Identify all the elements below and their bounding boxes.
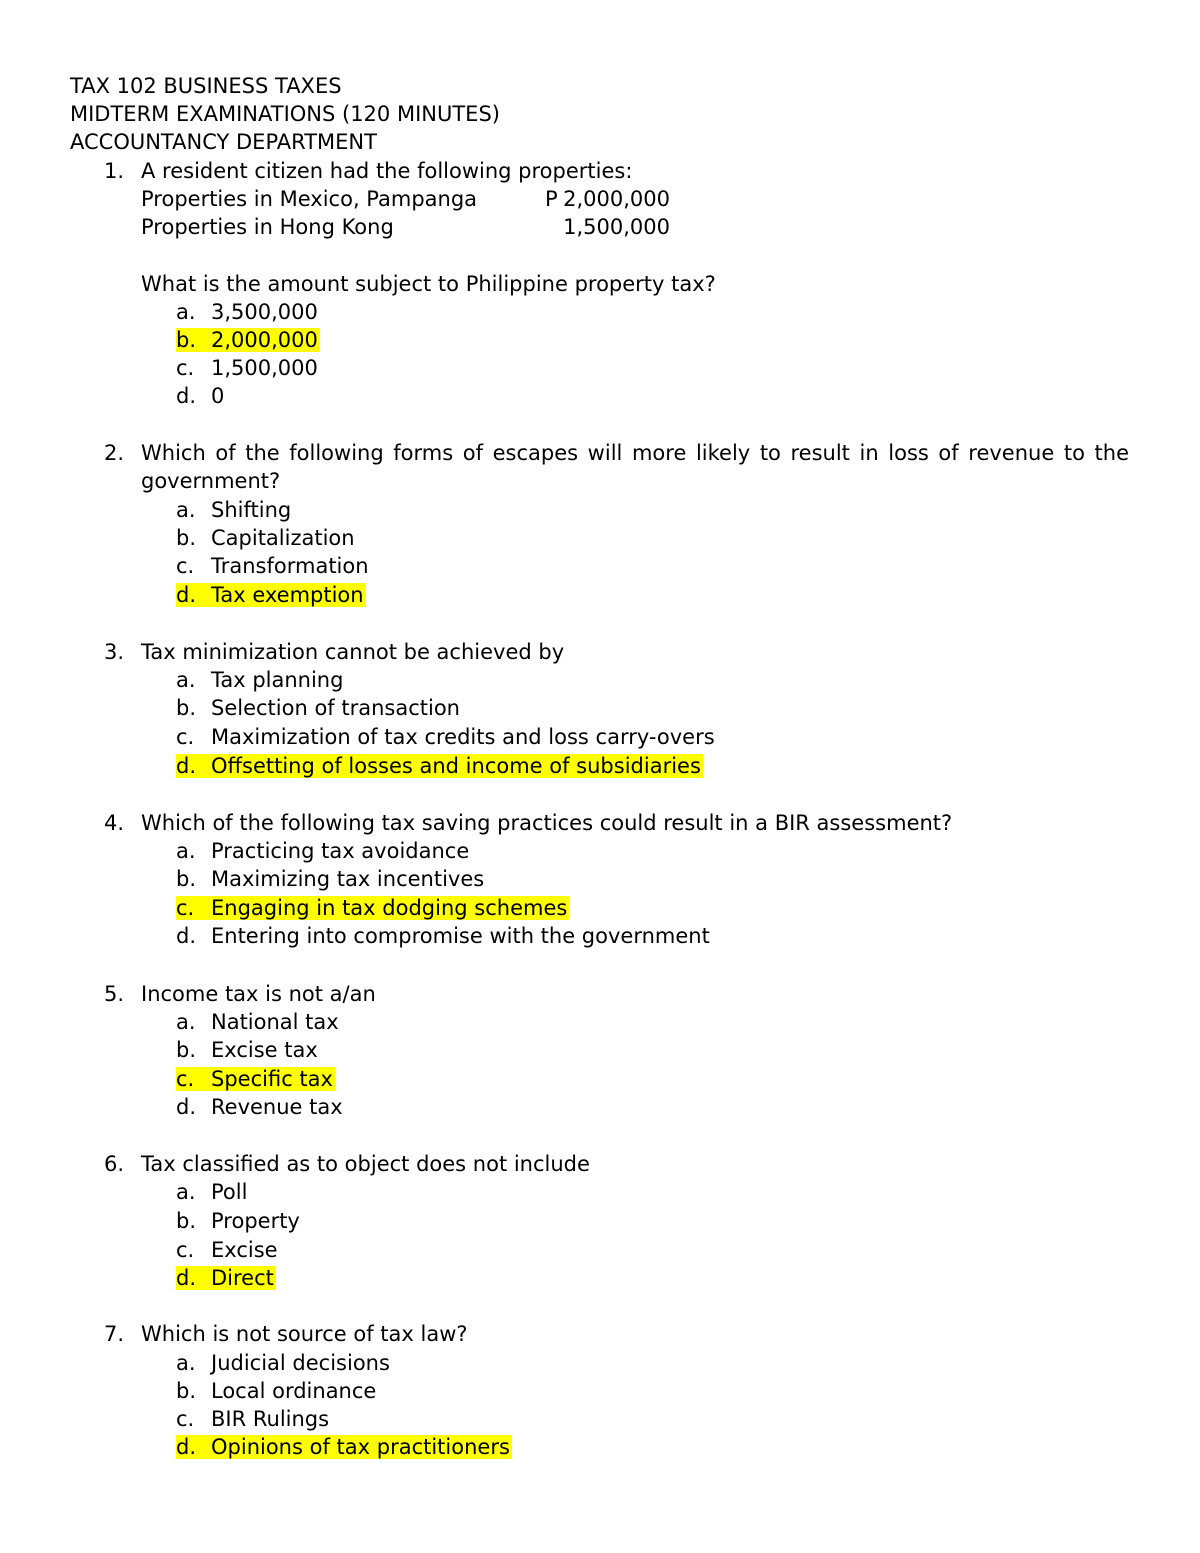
option-letter: d. [176,1266,197,1290]
option-text: 1,500,000 [211,356,318,380]
option-text: Maximizing tax incentives [211,867,485,891]
option-text: Tax planning [211,668,344,692]
property-label: Properties in Hong Kong [141,215,394,239]
option-letter: d. [176,754,197,778]
option-letter: a. [176,668,196,692]
option-c [176,894,569,922]
option-text: Engaging in tax dodging schemes [211,896,568,920]
option-letter: b. [176,696,197,720]
option-letter: c. [176,554,195,578]
option-text: Maximization of tax credits and loss carry-overs [211,725,715,749]
option-b [176,1207,300,1235]
question-number: 2. [104,441,125,465]
answer-highlight [176,754,703,778]
option-b [176,1377,376,1405]
option-letter: d. [176,583,197,607]
option-a [176,1008,339,1036]
answer-highlight [176,896,569,920]
option-letter: a. [176,1351,196,1375]
option-letter: d. [176,384,197,408]
option-c [176,1236,278,1264]
option-text: Shifting [211,498,292,522]
answer-highlight [176,583,366,607]
question-text: What is the amount subject to Philippine property tax? [141,272,716,296]
option-letter: a. [176,1010,196,1034]
option-text: Excise tax [211,1038,318,1062]
option-a [176,298,318,326]
option-text: National tax [211,1010,339,1034]
option-text: 2,000,000 [211,328,318,352]
option-d [176,1433,512,1461]
option-b [176,865,484,893]
answer-highlight [176,328,320,352]
option-text: BIR Rulings [211,1407,330,1431]
option-text: 3,500,000 [211,300,318,324]
option-letter: c. [176,1238,195,1262]
option-letter: c. [176,356,195,380]
option-letter: d. [176,924,197,948]
option-text: Capitalization [211,526,355,550]
option-text: Offsetting of losses and income of subsidiaries [211,754,701,778]
option-text: Transformation [211,554,369,578]
option-a [176,496,291,524]
property-currency: P [545,187,558,211]
exam-title: MIDTERM EXAMINATIONS (120 MINUTES) [70,102,500,126]
property-label: Properties in Mexico, Pampanga [141,187,478,211]
option-c [176,1065,335,1093]
option-a [176,1178,247,1206]
option-letter: c. [176,725,195,749]
answer-highlight [176,1266,276,1290]
option-text: Specific tax [211,1067,333,1091]
option-letter: a. [176,1180,196,1204]
property-value: 1,500,000 [563,215,670,239]
option-d [176,1264,276,1292]
answer-highlight [176,1435,512,1459]
question-number: 3. [104,640,125,664]
option-a [176,666,343,694]
option-d [176,752,703,780]
option-b [176,326,320,354]
option-b [176,694,460,722]
option-text: Practicing tax avoidance [211,839,470,863]
option-a [176,1349,390,1377]
option-text: Tax exemption [211,583,364,607]
option-d [176,922,710,950]
question-number: 7. [104,1322,125,1346]
question-stem-continued: government? [141,469,281,493]
option-text: Property [211,1209,300,1233]
option-letter: b. [176,1209,197,1233]
option-letter: b. [176,328,197,352]
question-stem: Income tax is not a/an [141,982,376,1006]
question-stem: Which is not source of tax law? [141,1322,468,1346]
option-letter: a. [176,498,196,522]
option-letter: c. [176,896,195,920]
option-text: Entering into compromise with the government [211,924,710,948]
option-b [176,1036,318,1064]
option-letter: b. [176,526,197,550]
option-c [176,552,369,580]
option-d [176,1093,343,1121]
option-letter: b. [176,1379,197,1403]
option-text: Revenue tax [211,1095,343,1119]
option-text: Excise [211,1238,278,1262]
option-text: Local ordinance [211,1379,377,1403]
course-title: TAX 102 BUSINESS TAXES [70,74,342,98]
option-a [176,837,469,865]
option-d [176,382,224,410]
option-text: Direct [211,1266,274,1290]
option-letter: b. [176,1038,197,1062]
option-d [176,581,366,609]
option-text: Poll [211,1180,248,1204]
option-c [176,354,318,382]
answer-highlight [176,1067,335,1091]
option-letter: c. [176,1067,195,1091]
department-title: ACCOUNTANCY DEPARTMENT [70,130,377,154]
option-letter: a. [176,839,196,863]
question-number: 1. [104,159,125,183]
question-stem: A resident citizen had the following properties: [141,159,633,183]
question-stem: Which of the following tax saving practices could result in a BIR assessment? [141,811,953,835]
option-c [176,1405,329,1433]
option-text: Selection of transaction [211,696,460,720]
question-stem: Which of the following forms of escapes will more likely to result in loss of revenue to the [141,441,1129,465]
question-stem: Tax minimization cannot be achieved by [141,640,565,664]
question-number: 4. [104,811,125,835]
property-value: 2,000,000 [563,187,670,211]
option-text: 0 [211,384,225,408]
option-letter: a. [176,300,196,324]
question-number: 6. [104,1152,125,1176]
question-stem: Tax classified as to object does not include [141,1152,590,1176]
option-text: Opinions of tax practitioners [211,1435,510,1459]
option-c [176,723,715,751]
option-letter: d. [176,1095,197,1119]
option-text: Judicial decisions [211,1351,390,1375]
question-number: 5. [104,982,125,1006]
option-b [176,524,355,552]
option-letter: b. [176,867,197,891]
option-letter: c. [176,1407,195,1431]
option-letter: d. [176,1435,197,1459]
